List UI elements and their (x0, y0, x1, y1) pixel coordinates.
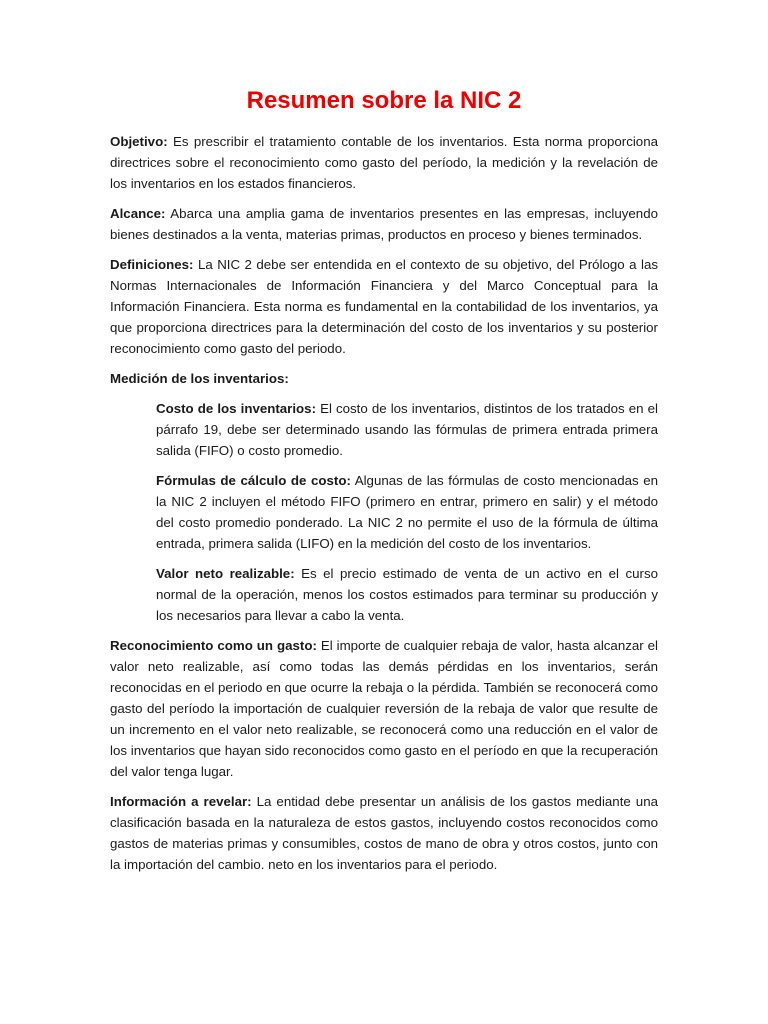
costo-label: Costo de los inventarios: (156, 401, 316, 416)
valor-neto-paragraph (156, 563, 658, 626)
informacion-paragraph (110, 791, 658, 875)
formulas-paragraph (156, 470, 658, 554)
objetivo-label: Objetivo: (110, 134, 168, 149)
reconocimiento-paragraph (110, 635, 658, 782)
informacion-label: Información a revelar: (110, 794, 252, 809)
formulas-text: Algunas de las fórmulas de costo mencionadas en la NIC 2 incluyen el método FIFO (primero en entrar, primero en salir) y el método del costo promedio ponderado. La NIC 2 no permite el uso de la fórmula de última entrada, primera salida (LIFO) en la medición del costo de los inventarios. (156, 473, 659, 551)
alcance-label: Alcance: (110, 206, 166, 221)
alcance-paragraph (110, 203, 658, 245)
costo-text: El costo de los inventarios, distintos de los tratados en el párrafo 19, debe ser determinado usando las fórmulas de primera entrada primera salida (FIFO) o costo promedio. (156, 401, 658, 458)
definiciones-label: Definiciones: (110, 257, 194, 272)
objetivo-paragraph (110, 131, 658, 194)
valor-neto-label: Valor neto realizable: (156, 566, 295, 581)
reconocimiento-text: El importe de cualquier rebaja de valor, hasta alcanzar el valor neto realizable, así como todas las demás pérdidas en los inventarios, serán reconocidas en el periodo en que ocurre la rebaja o la pérdida. También se reconocerá como gasto del período la importación de cualquier reversión de la rebaja de valor que resulte de un incremento en el valor neto realizable, se reconocerá como una reducción en el valor de los inventarios que hayan sido reconocidos como gasto en el período en que la recuperación del valor tenga lugar. (110, 638, 658, 779)
objetivo-text: Es prescribir el tratamiento contable de los inventarios. Esta norma proporciona directrices sobre el reconocimiento como gasto del período, la medición y la revelación de los inventarios en los estados financieros. (110, 134, 658, 191)
informacion-text: La entidad debe presentar un análisis de los gastos mediante una clasificación basada en la naturaleza de estos gastos, incluyendo costos reconocidos como gastos de materias primas y consumibles, costos de mano de obra y otros costos, junto con la importación del cambio. neto en los inventarios para el periodo. (110, 794, 658, 872)
document-page (110, 82, 658, 884)
costo-paragraph (156, 398, 658, 461)
medicion-heading: Medición de los inventarios: (110, 371, 289, 386)
valor-neto-text: Es el precio estimado de venta de un activo en el curso normal de la operación, menos los costos estimados para terminar su producción y los necesarios para llevar a cabo la venta. (156, 566, 658, 623)
formulas-label: Fórmulas de cálculo de costo: (156, 473, 351, 488)
definiciones-text: La NIC 2 debe ser entendida en el contexto de su objetivo, del Prólogo a las Normas Internacionales de Información Financiera y del Marco Conceptual para la Información Financiera. Esta norma es fundamental en la contabilidad de los inventarios, ya que proporciona directrices para la determinación del costo de los inventarios y su posterior reconocimiento como gasto del periodo. (110, 257, 658, 356)
definiciones-paragraph (110, 254, 658, 359)
reconocimiento-label: Reconocimiento como un gasto: (110, 638, 317, 653)
document-title: Resumen sobre la NIC 2 (246, 87, 522, 114)
alcance-text: Abarca una amplia gama de inventarios presentes en las empresas, incluyendo bienes destinados a la venta, materias primas, productos en proceso y bienes terminados. (110, 206, 658, 242)
